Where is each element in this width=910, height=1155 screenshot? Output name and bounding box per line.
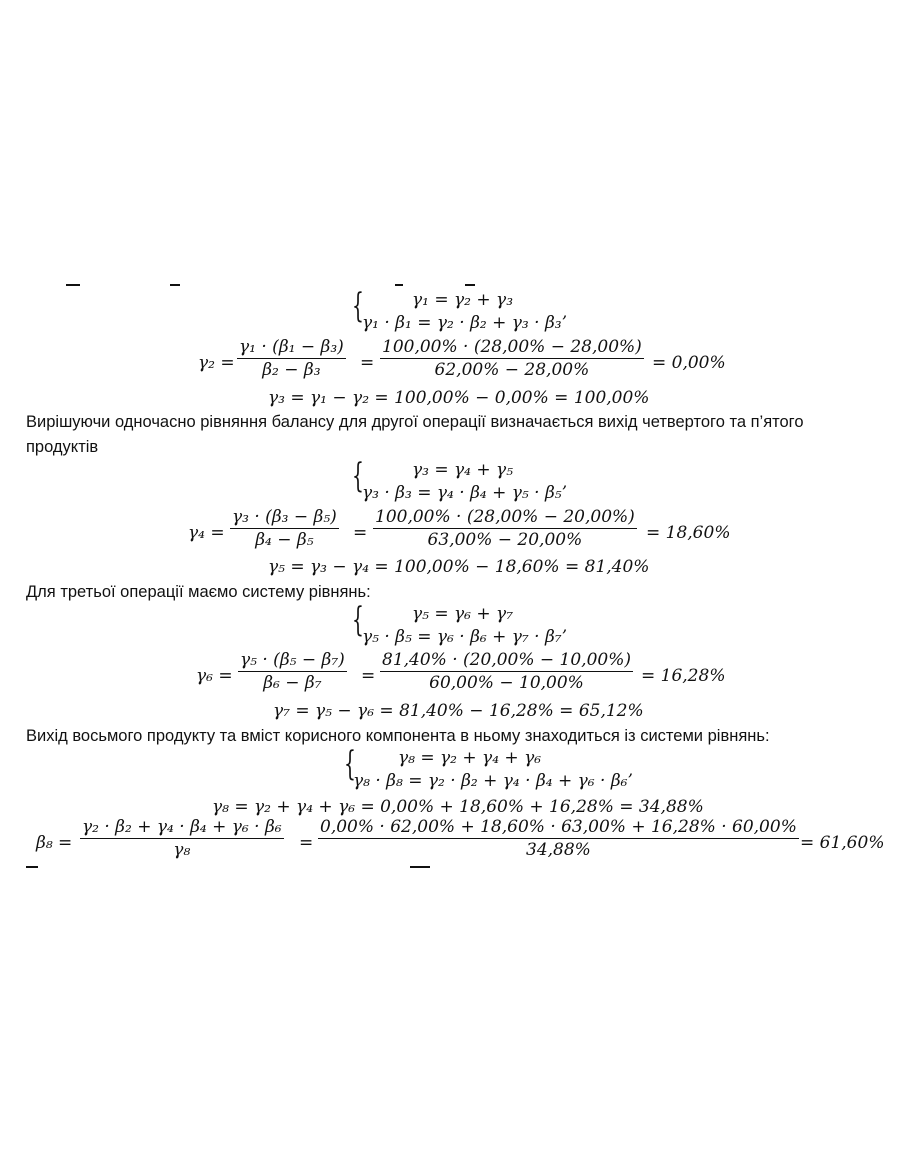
system-3-line-1: γ₅ = γ₆ + γ₇ (412, 604, 514, 624)
cropped-text-remnant (465, 284, 475, 286)
paragraph-2: Для третьої операції маємо систему рівнянь: (26, 583, 371, 601)
cropped-text-remnant (170, 284, 180, 286)
fraction-numerator: γ₃ · (β₃ − β₅) (232, 507, 337, 527)
fraction-bar (230, 528, 339, 529)
equation-4: γ₅ = γ₃ − γ₄ = 100,00% − 18,60% = 81,40% (268, 557, 650, 577)
equation-1-lhs: γ₂ = (198, 353, 235, 373)
fraction-bar (237, 358, 346, 359)
system-1-line-2: γ₁ · β₁ = γ₂ · β₂ + γ₃ · β₃’ (362, 313, 567, 333)
fraction-denominator: β₂ − β₃ (262, 360, 321, 381)
equation-7: γ₈ = γ₂ + γ₄ + γ₆ = 0,00% + 18,60% + 16,28% = 34,88% (212, 797, 704, 817)
equation-8-lhs: β₈ = (36, 833, 73, 853)
fraction-bar (318, 838, 799, 839)
equation-1-numeric-fraction (380, 337, 644, 380)
system-4-line-2: γ₈ · β₈ = γ₂ · β₂ + γ₄ · β₄ + γ₆ · β₆’ (353, 771, 633, 791)
system-brace: { (352, 456, 364, 496)
system-1-line-1: γ₁ = γ₂ + γ₃ (412, 290, 514, 310)
system-4-line-1: γ₈ = γ₂ + γ₄ + γ₆ (398, 748, 542, 768)
equation-6: γ₇ = γ₅ − γ₆ = 81,40% − 16,28% = 65,12% (273, 701, 644, 721)
fraction-denominator: β₄ − β₅ (255, 530, 314, 551)
equals-sign: = (360, 353, 375, 373)
equation-3-numeric-fraction (373, 507, 637, 550)
equation-5-result: = 16,28% (641, 666, 726, 686)
fraction-bar (80, 838, 284, 839)
fraction-numerator: γ₅ · (β₅ − β₇) (240, 650, 345, 670)
system-brace: { (344, 744, 356, 784)
paragraph-3: Вихід восьмого продукту та вміст корисного компонента в ньому знаходиться із системи рівнянь: (26, 727, 770, 745)
system-brace: { (352, 286, 364, 326)
equals-sign: = (353, 523, 368, 543)
equals-sign: = (361, 666, 376, 686)
system-brace: { (352, 600, 364, 640)
cropped-text-remnant (395, 284, 403, 286)
equation-5-symbolic-fraction (238, 650, 347, 693)
system-3-line-2: γ₅ · β₅ = γ₆ · β₆ + γ₇ · β₇’ (362, 627, 567, 647)
cropped-text-remnant (26, 866, 38, 868)
equation-3-symbolic-fraction (230, 507, 339, 550)
paragraph-1-line-2: продуктів (26, 438, 99, 456)
fraction-denominator: 34,88% (526, 840, 591, 861)
equation-3-result: = 18,60% (646, 523, 731, 543)
fraction-denominator: 63,00% − 20,00% (427, 530, 583, 551)
fraction-bar (380, 671, 633, 672)
equation-2: γ₃ = γ₁ − γ₂ = 100,00% − 0,00% = 100,00% (268, 388, 650, 408)
equation-8-numeric-fraction (318, 817, 799, 860)
fraction-denominator: 62,00% − 28,00% (434, 360, 590, 381)
fraction-denominator: 60,00% − 10,00% (429, 673, 584, 694)
cropped-text-remnant (66, 284, 80, 286)
fraction-numerator: γ₁ · (β₁ − β₃) (239, 337, 344, 357)
cropped-text-remnant (410, 866, 430, 868)
equation-8-result: = 61,60% (800, 833, 885, 853)
fraction-numerator: 0,00% · 62,00% + 18,60% · 63,00% + 16,28% · 60,00% (320, 817, 797, 837)
fraction-numerator: γ₂ · β₂ + γ₄ · β₄ + γ₆ · β₆ (82, 817, 282, 837)
fraction-numerator: 100,00% · (28,00% − 20,00%) (375, 507, 635, 527)
fraction-denominator: β₆ − β₇ (263, 673, 322, 694)
equation-1-result: = 0,00% (652, 353, 726, 373)
system-2-line-2: γ₃ · β₃ = γ₄ · β₄ + γ₅ · β₅’ (362, 483, 567, 503)
equals-sign: = (299, 833, 314, 853)
equation-1-symbolic-fraction (237, 337, 346, 380)
fraction-numerator: 81,40% · (20,00% − 10,00%) (382, 650, 631, 670)
fraction-numerator: 100,00% · (28,00% − 28,00%) (382, 337, 642, 357)
fraction-bar (380, 358, 644, 359)
equation-5-lhs: γ₆ = (196, 666, 233, 686)
fraction-bar (373, 528, 637, 529)
fraction-bar (238, 671, 347, 672)
equation-3-lhs: γ₄ = (188, 523, 225, 543)
paragraph-1-line-1: Вирішуючи одночасно рівняння балансу для другої операції визначається вихід четвертого та п’ятого (26, 413, 804, 431)
equation-5-numeric-fraction (380, 650, 633, 693)
fraction-denominator: γ₈ (173, 840, 191, 861)
equation-8-symbolic-fraction (80, 817, 284, 860)
system-2-line-1: γ₃ = γ₄ + γ₅ (412, 460, 514, 480)
